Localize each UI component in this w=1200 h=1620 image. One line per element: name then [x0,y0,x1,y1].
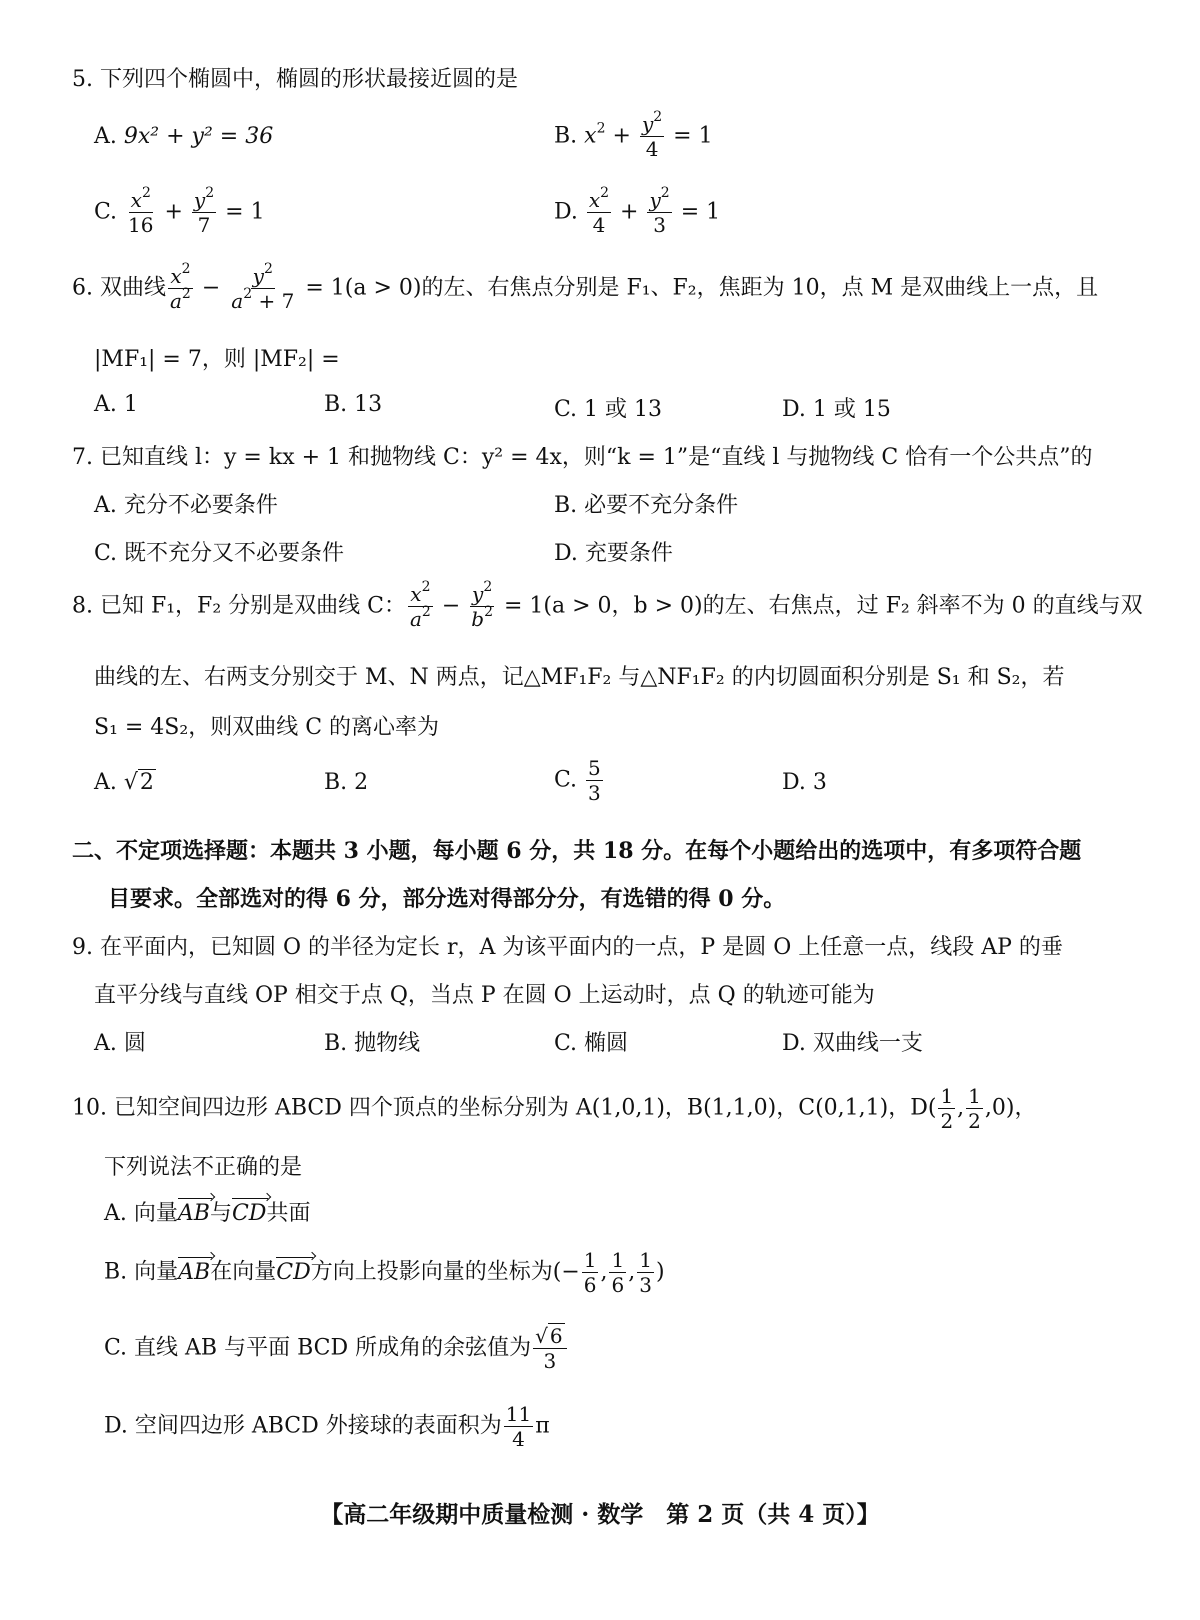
q9-option-b: B. 抛物线 [324,1031,421,1056]
q8-stem-line3: S₁ = 4S₂，则双曲线 C 的离心率为 [94,715,440,740]
q6-option-d: D. 1 或 15 [782,397,891,422]
q6-option-c: C. 1 或 13 [554,397,663,422]
q10-stem: 10. 已知空间四边形 ABCD 四个顶点的坐标分别为 A(1,0,1)，B(1,1,0)，C(0,1,1)，D( $\frac{1}{2}$ , $\frac{1}{2}$ ,0)， [72,1084,1037,1133]
page-footer: 【高二年级期中质量检测 · 数学 第 2 页（共 4 页）】 [320,1501,880,1528]
q8-option-b: B. 2 [324,770,369,795]
q9-option-d: D. 双曲线一支 [782,1031,923,1056]
q9-stem-line2: 直平分线与直线 OP 相交于点 Q，当点 P 在圆 O 上运动时，点 Q 的轨迹可能为 [94,983,875,1008]
q9-stem: 9. 在平面内，已知圆 O 的半径为定长 r，A 为该平面内的一点，P 是圆 O 上任意一点，线段 AP 的垂 [72,935,1063,960]
q8-option-c: C. $\frac{5}{3}$ [554,756,601,805]
q8-option-d: D. 3 [782,770,827,795]
q8-stem: 8. 已知 F₁，F₂ 分别是双曲线 C： $\frac{x^2}{a^2}$ − $\frac{y^2}{b^2}$ = 1(a > 0，b > 0)的左、右焦点，过 F₂ 斜率不为 0 的直线与双 [72,579,1143,631]
section-2-title-line2: 目要求。全部选对的得 6 分，部分选对得部分分，有选错的得 0 分。 [108,886,786,912]
q7-option-c: C. 既不充分又不必要条件 [94,541,345,566]
q6-option-a: A. 1 [94,392,138,417]
q9-option-c: C. 椭圆 [554,1031,629,1056]
q10-option-b: B. 向量AB在向量CD方向上投影向量的坐标为(− $\frac{1}{6}$ , $\frac{1}{6}$ , $\frac{1}{3}$ ) [104,1248,665,1297]
q7-option-a: A. 充分不必要条件 [94,493,278,518]
q7-option-b: B. 必要不充分条件 [554,493,739,518]
q7-option-d: D. 充要条件 [554,541,673,566]
q10-option-d: D. 空间四边形 ABCD 外接球的表面积为 $\frac{11}{4}$ π [104,1402,550,1451]
q10-stem-line2: 下列说法不正确的是 [104,1155,303,1180]
q5-option-d: D. $\frac{x^2}{4}$ + $\frac{y^2}{3}$ = 1 [554,185,721,237]
q10-option-c: C. 直线 AB 与平面 BCD 所成角的余弦值为 $\frac{√ 6}{3}$ [104,1326,569,1371]
q7-stem: 7. 已知直线 l：y = kx + 1 和抛物线 C：y² = 4x，则“k = 1”是“直线 l 与抛物线 C 恰有一个公共点”的 [72,445,1093,470]
q9-option-a: A. 圆 [94,1031,146,1056]
q8-option-a: A. √2 [94,770,154,795]
q5-stem: 5. 下列四个椭圆中，椭圆的形状最接近圆的是 [72,67,518,92]
section-2-title: 二、不定项选择题：本题共 3 小题，每小题 6 分，共 18 分。在每个小题给出的选项中，有多项符合题 [72,838,1082,864]
q6-stem-line2: |MF₁| = 7，则 |MF₂| = [94,347,340,372]
q8-stem-line2: 曲线的左、右两支分别交于 M、N 两点，记△MF₁F₂ 与△NF₁F₂ 的内切圆面积分别是 S₁ 和 S₂，若 [94,665,1065,690]
q5-option-a: A. 9x² + y² = 36 [94,124,274,149]
q6-stem: 6. 双曲线 $\frac{x^2}{a^2}$ − $\frac{y^2}{a^2 + 7}$ = 1(a > 0)的左、右焦点分别是 F₁、F₂，焦距为 10，点 M 是双曲线上一点，且 [72,261,1099,313]
q6-option-b: B. 13 [324,392,383,417]
q5-option-c: C. $\frac{x^2}{16}$ + $\frac{y^2}{7}$ = 1 [94,185,265,237]
q10-option-a: A. 向量AB与CD共面 [104,1201,311,1226]
q5-option-b: B. $x^2$ + $\frac{y^2}{4}$ = 1 [554,109,713,161]
